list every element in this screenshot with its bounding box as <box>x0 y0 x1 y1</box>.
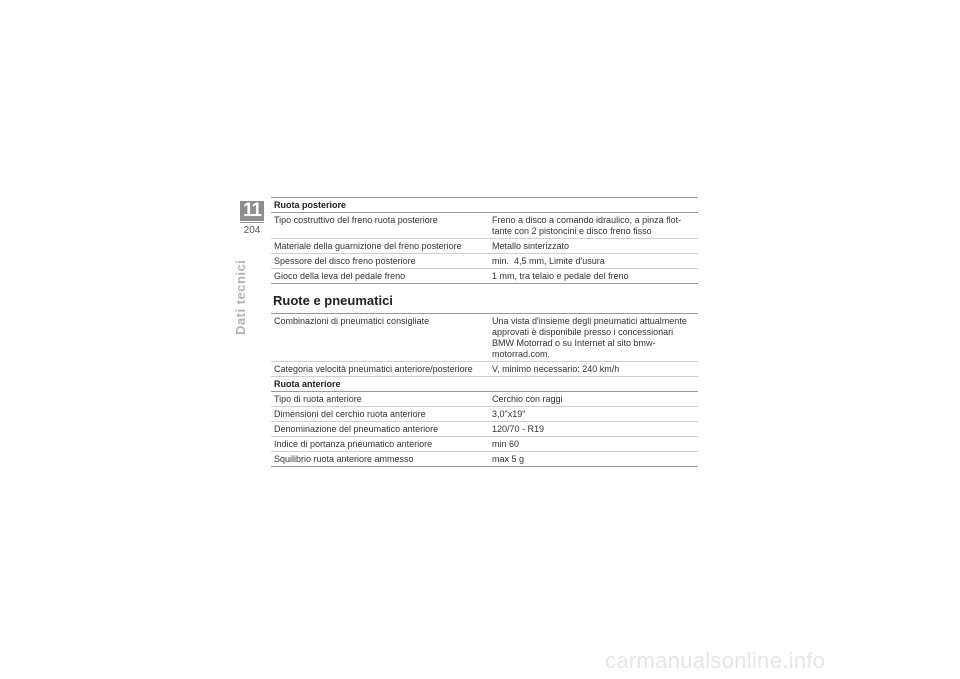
chapter-title-vertical: Dati tecnici <box>233 259 248 335</box>
spec-value: 3,0"x19" <box>489 407 698 422</box>
section-title: Ruote e pneumatici <box>273 293 393 308</box>
spec-label: Gioco della leva del pedale freno <box>271 269 489 284</box>
spec-value: Freno a disco a comando idraulico, a pinza flot- tante con 2 pistoncini e disco freno fisso <box>489 213 698 239</box>
spec-label: Tipo di ruota anteriore <box>271 392 489 407</box>
spec-value: min 60 <box>489 437 698 452</box>
spec-label: Spessore del disco freno posteriore <box>271 254 489 269</box>
spec-label: Indice di portanza pneumatico anteriore <box>271 437 489 452</box>
table-row <box>271 437 698 452</box>
spec-value: Cerchio con raggi <box>489 392 698 407</box>
table-row <box>271 392 698 407</box>
table-row <box>271 452 698 467</box>
table-row <box>271 269 698 284</box>
spec-value: max 5 g <box>489 452 698 467</box>
rear-wheel-heading: Ruota posteriore <box>271 198 698 213</box>
spec-value: min. 4,5 mm, Limite d'usura <box>489 254 698 269</box>
table-row <box>271 254 698 269</box>
rear-wheel-table <box>271 197 698 284</box>
table-row <box>271 407 698 422</box>
table-row <box>271 213 698 239</box>
spec-value: 120/70 - R19 <box>489 422 698 437</box>
chapter-divider <box>240 222 264 223</box>
spec-value: Una vista d'insieme degli pneumatici attualmente approvati è disponibile presso i concessionari BMW Motorrad o su Internet al sito bmw- motorrad.com. <box>489 314 698 362</box>
watermark-text: carmanualsonline.info <box>605 648 826 673</box>
table-row <box>271 362 698 377</box>
spec-value: 1 mm, tra telaio e pedale del freno <box>489 269 698 284</box>
spec-label: Materiale della guarnizione del freno posteriore <box>271 239 489 254</box>
table-heading-row <box>271 198 698 213</box>
table-row <box>271 239 698 254</box>
spec-value: Metallo sinterizzato <box>489 239 698 254</box>
table-row <box>271 314 698 362</box>
spec-label: Combinazioni di pneumatici consigliate <box>271 314 489 362</box>
table-row <box>271 422 698 437</box>
spec-label: Categoria velocità pneumatici anteriore/posteriore <box>271 362 489 377</box>
spec-label: Tipo costruttivo del freno ruota posteriore <box>271 213 489 239</box>
spec-label: Denominazione del pneumatico anteriore <box>271 422 489 437</box>
spec-content <box>271 197 698 467</box>
spec-label: Dimensioni del cerchio ruota anteriore <box>271 407 489 422</box>
table-heading-row <box>271 377 698 392</box>
chapter-number-tab: 11 <box>240 201 264 221</box>
tyres-table <box>271 313 698 467</box>
spec-label: Squilibrio ruota anteriore ammesso <box>271 452 489 467</box>
spec-value: V, minimo necessario: 240 km/h <box>489 362 698 377</box>
page-number: 204 <box>243 225 261 236</box>
front-wheel-heading: Ruota anteriore <box>271 377 698 392</box>
